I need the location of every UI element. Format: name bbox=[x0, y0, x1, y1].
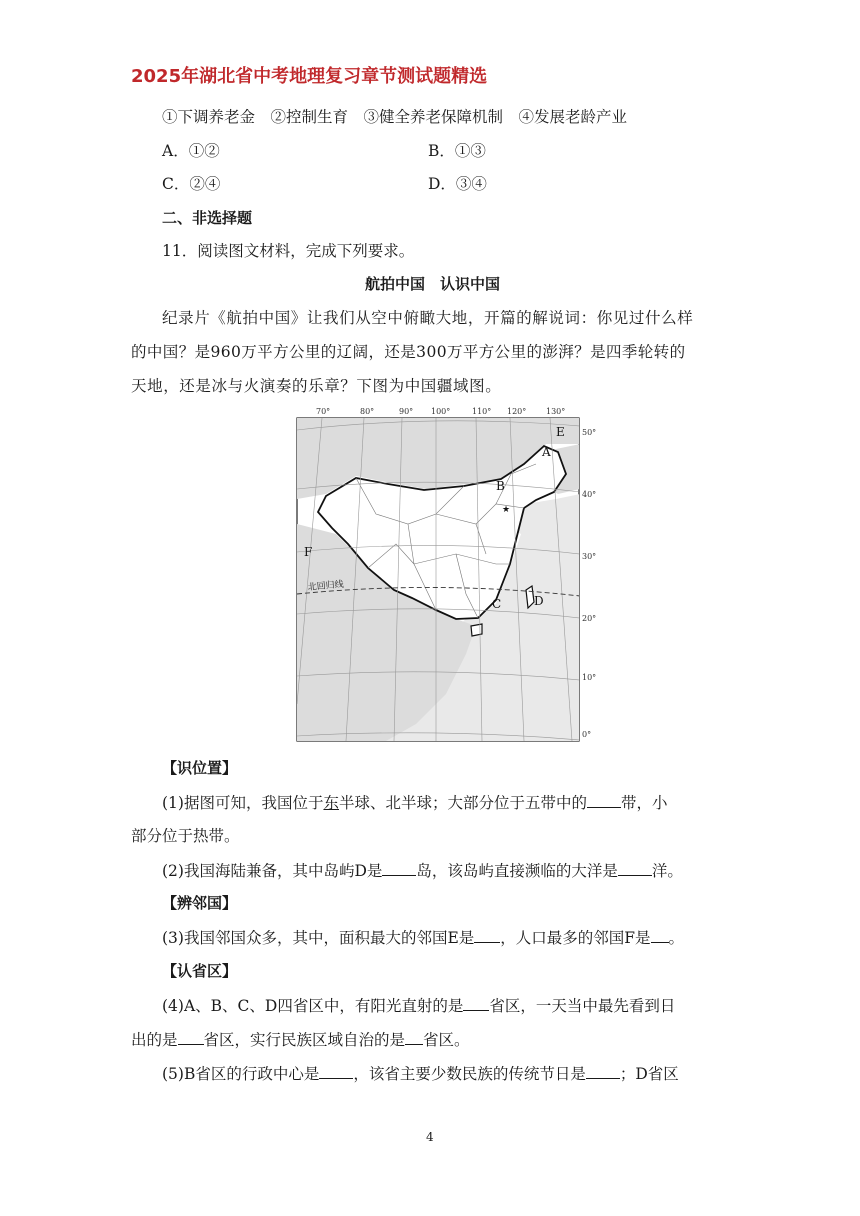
q11-part4: (4)A、B、C、D四省区中，有阳光直射的是 省区，一天当中最先看到日 bbox=[162, 994, 675, 1017]
material-title: 航拍中国 认识中国 bbox=[365, 275, 501, 293]
map-label-b: B bbox=[496, 479, 505, 493]
lon-label: 110° bbox=[472, 407, 492, 416]
q10-option-b: B．①③ bbox=[428, 142, 486, 160]
lat-label: 30° bbox=[582, 552, 597, 561]
china-territory-map bbox=[296, 404, 596, 744]
answer-blank[interactable] bbox=[178, 1028, 204, 1045]
lat-label: 20° bbox=[582, 614, 597, 623]
section-provinces: 【认省区】 bbox=[162, 962, 238, 980]
material-line: 纪录片《航拍中国》让我们从空中俯瞰大地，开篇的解说词：你见过什么样 bbox=[162, 309, 694, 327]
section-neighbors: 【辨邻国】 bbox=[162, 894, 238, 912]
answer-east: 东 bbox=[323, 794, 339, 812]
map-label-f: F bbox=[304, 545, 313, 559]
q11-intro: 11．阅读图文材料，完成下列要求。 bbox=[162, 242, 415, 260]
q10-statements: ①下调养老金 ②控制生育 ③健全养老保障机制 ④发展老龄产业 bbox=[162, 108, 628, 126]
answer-blank[interactable] bbox=[382, 859, 416, 876]
lon-label: 90° bbox=[399, 407, 414, 416]
map-label-e: E bbox=[556, 425, 565, 439]
answer-blank[interactable] bbox=[587, 791, 621, 808]
lat-label: 10° bbox=[582, 673, 597, 682]
map-label-a: A bbox=[542, 445, 551, 459]
q11-part1: (1)据图可知，我国位于东半球、北半球；大部分位于五带中的 带，小 bbox=[162, 791, 668, 814]
tropic-label: 北回归线 bbox=[307, 579, 345, 593]
q11-part5: (5)B省区的行政中心是 ，该省主要少数民族的传统节日是 ；D省区 bbox=[162, 1062, 679, 1085]
lon-label: 100° bbox=[431, 407, 451, 416]
answer-blank[interactable] bbox=[405, 1028, 423, 1045]
header-title: 2025年湖北省中考地理复习章节测试题精选 bbox=[131, 66, 488, 87]
lat-label: 50° bbox=[582, 428, 597, 437]
lat-label: 0° bbox=[582, 730, 592, 739]
capital-star-icon: ★ bbox=[502, 505, 511, 515]
q10-option-d: D．③④ bbox=[428, 175, 487, 193]
lat-label: 40° bbox=[582, 490, 597, 499]
island-hainan bbox=[471, 624, 482, 636]
answer-blank[interactable] bbox=[618, 859, 652, 876]
q11-part2: (2)我国海陆兼备，其中岛屿D是 岛，该岛屿直接濒临的大洋是 洋。 bbox=[162, 859, 683, 882]
q11-part1-cont: 部分位于热带。 bbox=[131, 827, 240, 845]
answer-blank[interactable] bbox=[586, 1062, 620, 1079]
section-title: 二、非选择题 bbox=[162, 209, 253, 227]
section-location: 【识位置】 bbox=[162, 759, 238, 777]
q10-option-a: A．①② bbox=[162, 142, 220, 160]
lon-label: 130° bbox=[546, 407, 566, 416]
lon-label: 70° bbox=[316, 407, 331, 416]
answer-blank[interactable] bbox=[651, 926, 669, 943]
lon-label: 80° bbox=[360, 407, 375, 416]
answer-blank[interactable] bbox=[463, 994, 489, 1011]
answer-blank[interactable] bbox=[319, 1062, 353, 1079]
q10-option-c: C．②④ bbox=[162, 175, 221, 193]
material-line: 的中国？是960万平方公里的辽阔，还是300万平方公里的澎湃？是四季轮转的 bbox=[131, 343, 686, 361]
q11-part3: (3)我国邻国众多，其中，面积最大的邻国E是 ，人口最多的邻国F是 。 bbox=[162, 926, 684, 949]
lon-label: 120° bbox=[507, 407, 527, 416]
material-line: 天地，还是冰与火演奏的乐章？下图为中国疆域图。 bbox=[131, 377, 502, 395]
answer-blank[interactable] bbox=[474, 926, 500, 943]
q11-part4-cont: 出的是 省区，实行民族区域自治的是 省区。 bbox=[131, 1028, 470, 1051]
page-number: 4 bbox=[426, 1130, 434, 1144]
map-label-d: D bbox=[534, 594, 544, 608]
map-label-c: C bbox=[492, 597, 502, 611]
